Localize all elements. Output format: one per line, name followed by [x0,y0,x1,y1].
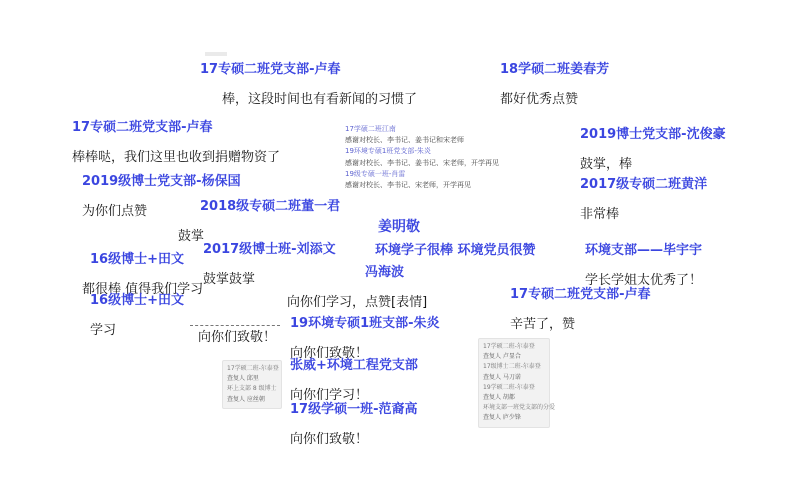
message-text: 辛苦了，赞 [510,317,576,333]
quoted-card[interactable] [222,360,282,409]
chat-message [198,330,276,346]
chat-message [580,127,726,174]
card-line: 查复人 应丝朝 [227,395,265,403]
message-text: 鼓掌鼓掌 [203,272,256,288]
sender-name: 姜明敬 [378,219,420,235]
message-text: 向你们致敬！ [290,432,369,448]
sender-name: 16级博士+田文 [90,293,184,308]
chat-message [510,287,651,334]
sender-name: 17专硕二班党支部-卢春 [510,287,651,302]
chat-message [203,242,336,289]
message-text: 鼓掌，棒 [580,157,633,173]
message-text: 棒，这段时间也有看新闻的习惯了 [222,92,418,108]
chat-message [290,402,418,449]
sender-name: 环境支部——毕宇宇 [585,243,703,258]
card-line: 查复人 邱里 [227,375,259,383]
faint-line: 感谢对校长、李书记、宋老师，开学再见 [345,180,471,189]
faint-line: 感谢对校长、李书记、姜书记、宋老师，开学再见 [345,158,499,167]
sender-name: 2019级博士党支部-杨保国 [82,174,241,189]
message-text: 向你们学习！ [290,388,369,404]
faint-message-block [345,124,499,191]
faint-line: 19环境专硕1班党支部-朱炎 [345,147,431,156]
sender-name: 环境学子很棒 环境党员很赞 [375,243,536,258]
sender-name: 17专硕二班党支部-卢春 [72,120,213,135]
chat-message [178,199,341,246]
card-line: 环上支部 8 级博士 [227,385,277,393]
chat-message [90,293,184,340]
faint-line: 17学硕二班江南 [345,125,396,133]
card-line: 查复人 庐少锋 [483,414,521,422]
sender-name: 17专硕二班党支部-卢春 [200,62,341,77]
chat-message [290,316,440,363]
sender-name: 冯海波 [365,265,405,280]
sender-name: 张威+环境工程党支部 [290,358,418,373]
card-line: 17学硕二班-尔泰登 [227,365,279,372]
sender-name: 2017级博士班-刘添文 [203,242,336,257]
quoted-card[interactable] [478,338,556,428]
chat-message [290,358,418,405]
card-line: 查复人 卢显合 [483,353,521,361]
message-text: 学长学姐太优秀了！ [585,273,703,289]
message-text: 向你们学习，点赞[表情] [287,295,428,311]
divider [190,325,280,326]
sender-name: 16级博士+田文 [90,252,184,267]
card-line: 环境支部一班党支部的分爱 [483,404,556,412]
sender-name: 2018级专硕二班董一君 [200,199,341,214]
message-text: 棒棒哒，我们这里也收到捐赠物资了 [72,150,281,166]
message-text: 学习 [90,323,117,339]
message-text: 鼓掌 [178,229,205,245]
faint-line: 感谢对校长、李书记、姜书记和宋老师 [345,136,464,145]
chat-message [378,219,420,237]
message-text: 为你们点赞 [82,204,148,220]
chat-message [287,265,428,312]
message-text: 都好优秀点赞 [500,92,579,108]
sender-name: 19环境专硕1班支部-朱炎 [290,316,440,331]
chat-message [72,120,280,167]
chat-message [580,177,707,224]
sender-name: 18学硕二班姜春芳 [500,62,610,77]
chat-message [200,62,417,109]
card-line: 查复人 马刀诺 [483,373,521,381]
message-text: 向你们致敬！ [198,330,277,345]
card-line: 17级博士二班-尔泰登 [483,363,541,371]
message-text: 非常棒 [580,207,620,223]
card-line: 查复人 胡都 [483,393,515,401]
chat-message [500,62,609,109]
chat-message [585,243,702,290]
chat-message [82,252,204,299]
sender-name: 2017级专硕二班黄洋 [580,177,708,192]
artifact-smudge [205,52,227,56]
message-text: 都很棒 值得我们学习 [82,282,204,298]
message-text: 向你们致敬！ [290,346,369,362]
chat-message [375,243,536,259]
sender-name: 17级学硕一班-范裔高 [290,402,418,417]
sender-name: 2019博士党支部-沈俊豪 [580,127,726,142]
faint-line: 19级专硕一班-肖雷 [345,169,406,178]
card-line: 19学硕二班-尔泰登 [483,383,535,391]
card-line: 17学硕二班-尔泰登 [483,343,535,350]
